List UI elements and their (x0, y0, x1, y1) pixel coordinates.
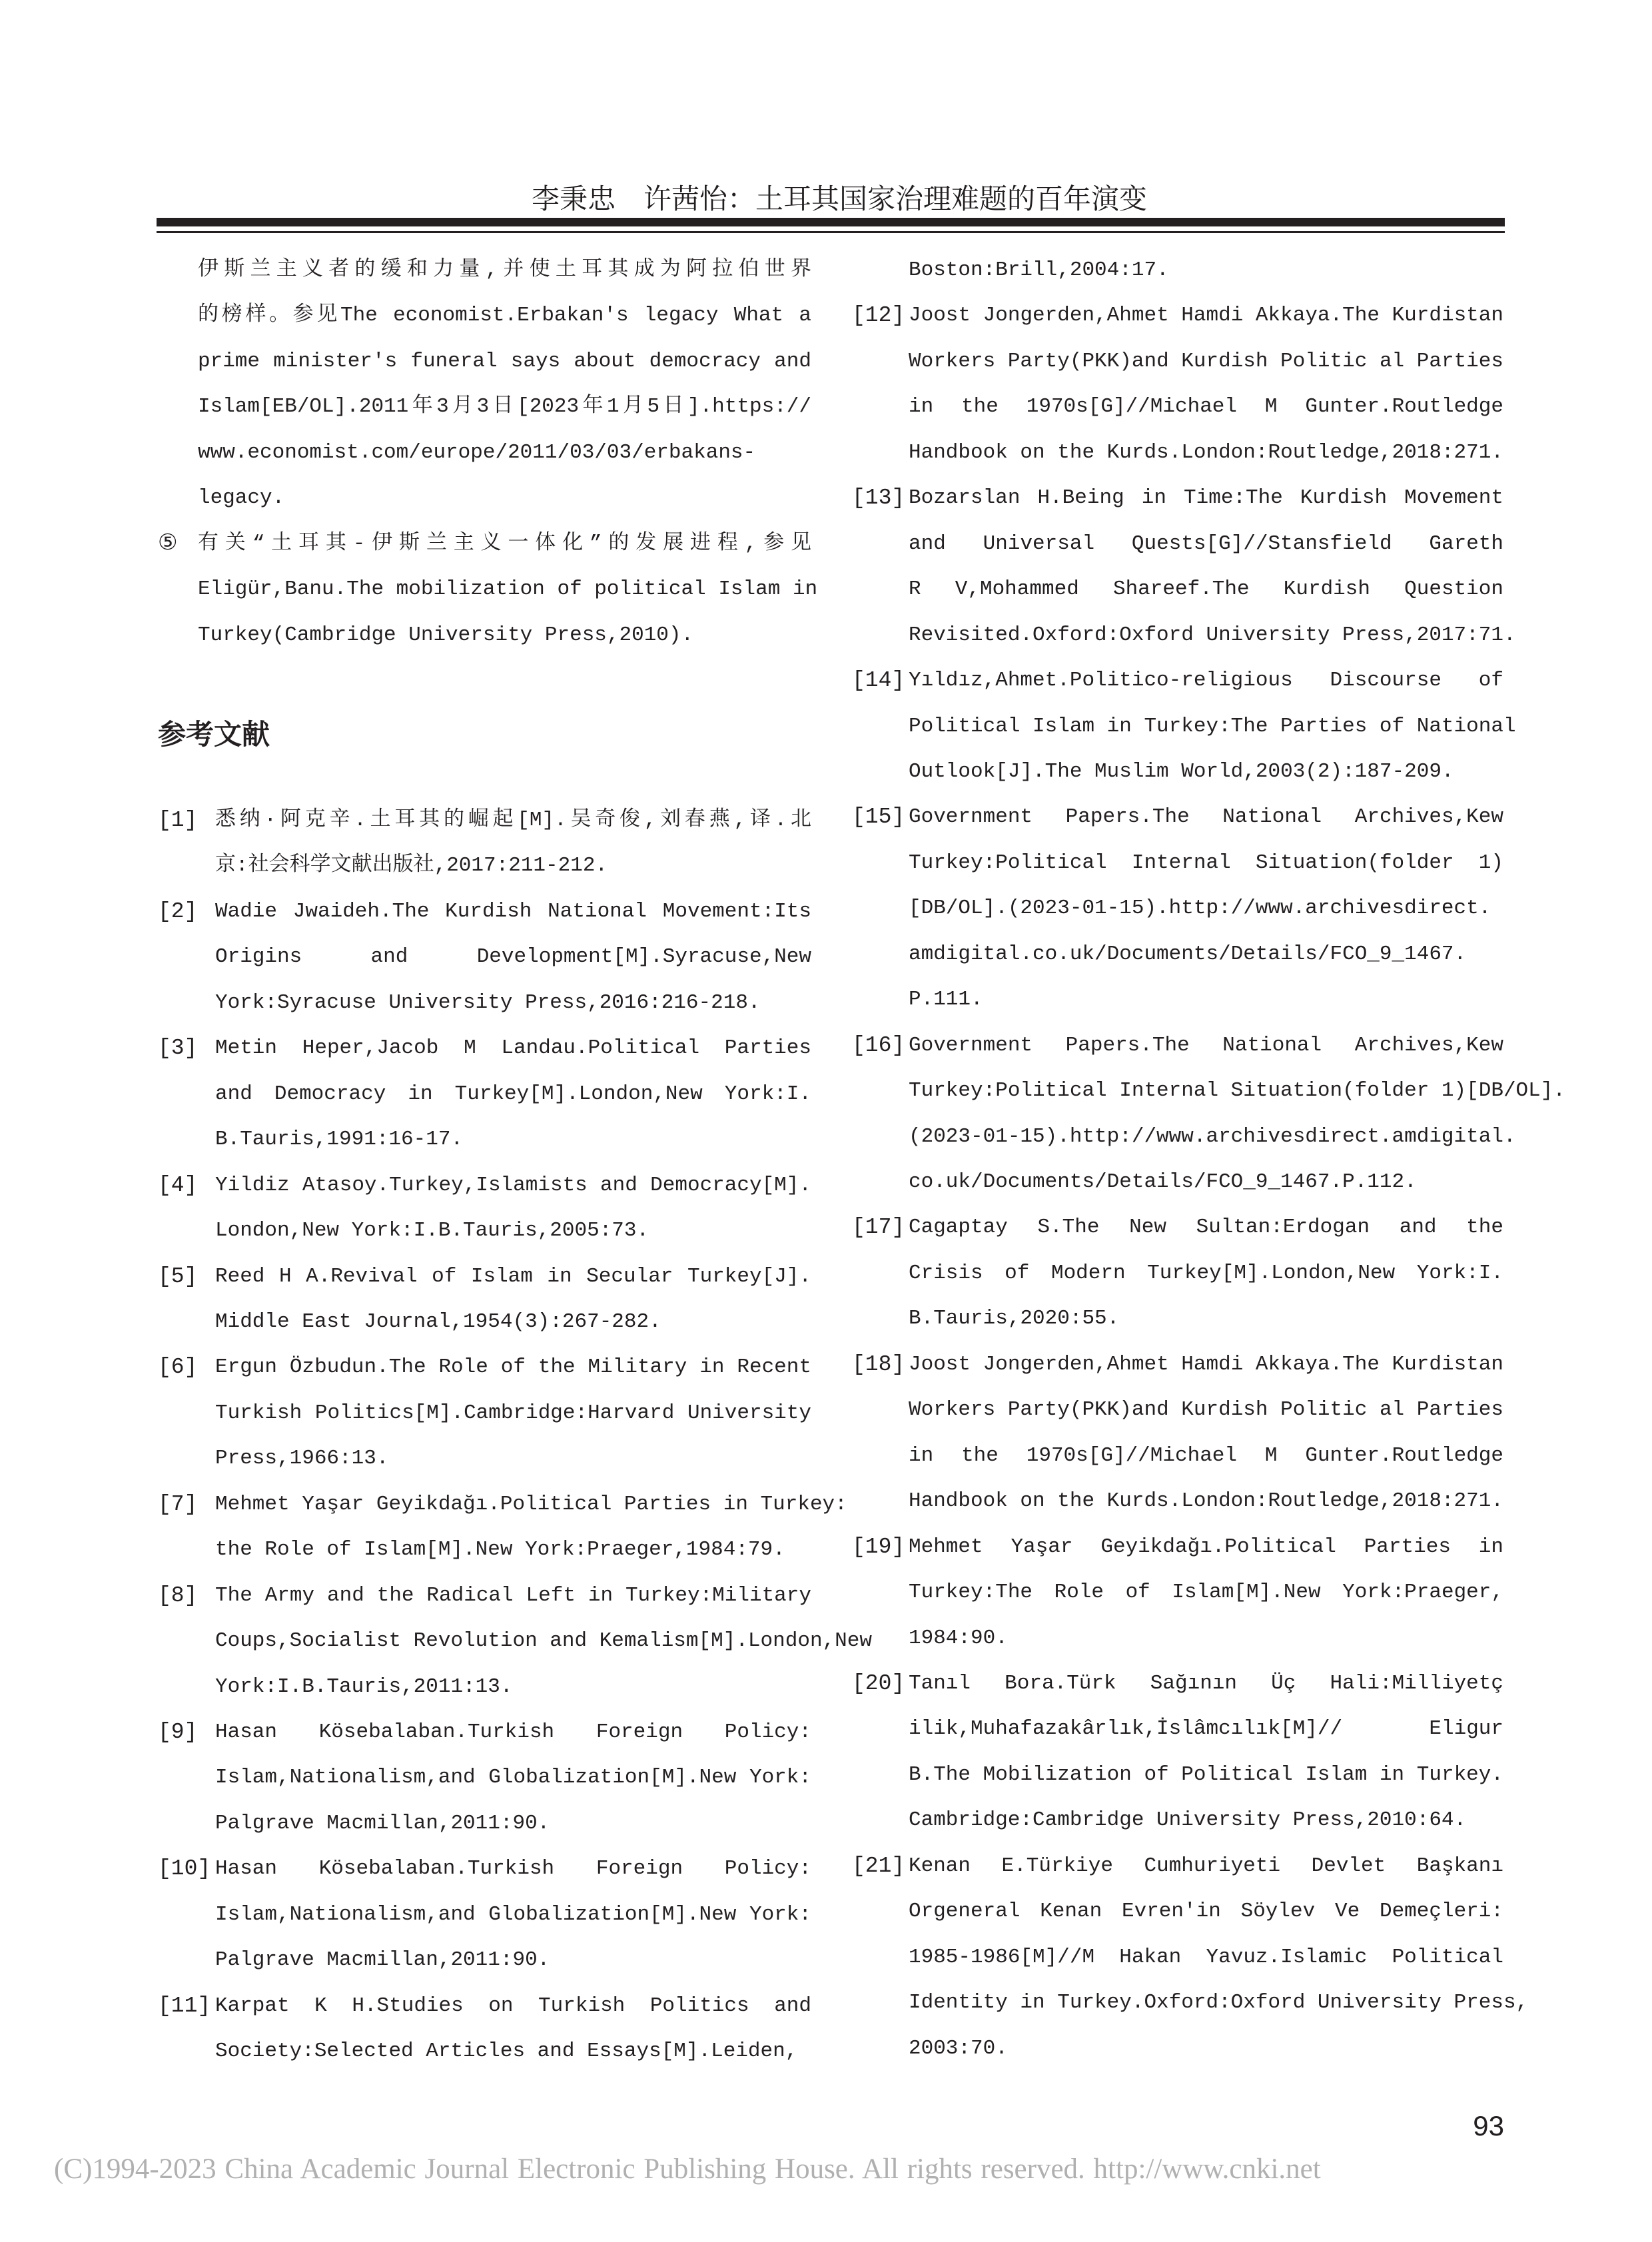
reference-line: Bozarslan H.Being in Time:The Kurdish Movement (909, 486, 1503, 510)
reference-number: [16] (852, 1032, 905, 1058)
reference-line: Political Islam in Turkey:The Parties of National (909, 714, 1516, 738)
reference-line: Turkey:The Role of Islam[M].New York:Praeger, (909, 1581, 1503, 1605)
reference-line: York:Syracuse University Press,2016:216-218. (215, 990, 761, 1014)
reference-line: Palgrave Macmillan,2011:90. (215, 1948, 550, 1972)
reference-line: Islam,Nationalism,and Globalization[M].New York: (215, 1902, 811, 1926)
reference-line: Reed H A.Revival of Islam in Secular Turkey[J]. (215, 1264, 811, 1288)
reference-line: Turkey:Political Internal Situation(folder 1) (909, 851, 1503, 875)
reference-number: [20] (852, 1671, 905, 1696)
reference-line: the Role of Islam[M].New York:Praeger,1984:79. (215, 1538, 785, 1562)
reference-line: Yıldız,Ahmet.Politico-religious Discourse of (909, 669, 1503, 693)
reference-line: Workers Party(PKK)and Kurdish Politic al Parties (909, 1398, 1503, 1422)
reference-number: [1] (158, 808, 198, 833)
reference-line: R V,Mohammed Shareef.The Kurdish Question (909, 577, 1503, 601)
reference-line: Kenan E.Türkiye Cumhuriyeti Devlet Başkanı (909, 1854, 1503, 1878)
reference-line: Origins and Development[M].Syracuse,New (215, 945, 811, 969)
footnote-line: Turkey(Cambridge University Press,2010). (198, 623, 694, 647)
reference-line: Government Papers.The National Archives,Kew (909, 805, 1503, 829)
reference-number: [17] (852, 1215, 905, 1240)
reference-line: and Universal Quests[G]//Stansfield Gareth (909, 532, 1503, 556)
footnote-line: 伊斯兰主义者的缓和力量,并使土耳其成为阿拉伯世界 (198, 258, 811, 282)
reference-line: 1984:90. (909, 1626, 1008, 1650)
reference-line: 京:社会科学文献出版社,2017:211-212. (215, 854, 608, 878)
reference-line: Islam,Nationalism,and Globalization[M].New York: (215, 1766, 811, 1790)
reference-line: in the 1970s[G]//Michael M Gunter.Routledge (909, 395, 1503, 419)
reference-line: London,New York:I.B.Tauris,2005:73. (215, 1219, 649, 1243)
reference-line: Cagaptay S.The New Sultan:Erdogan and the (909, 1216, 1503, 1240)
page-number: 93 (1473, 2110, 1504, 2141)
reference-number: [8] (158, 1583, 198, 1608)
reference-number: [18] (852, 1351, 905, 1377)
reference-line: Joost Jongerden,Ahmet Hamdi Akkaya.The Kurdistan (909, 304, 1503, 328)
footnote-line: www.economist.com/europe/2011/03/03/erbakans- (198, 440, 756, 464)
reference-line: B.Tauris,2020:55. (909, 1307, 1120, 1331)
reference-number: [9] (158, 1720, 198, 1744)
reference-line: Handbook on the Kurds.London:Routledge,2018:271. (909, 440, 1503, 464)
reference-line: Turkey:Political Internal Situation(folder 1)[DB/OL]. (909, 1079, 1565, 1103)
header-rule-thick (157, 218, 1505, 226)
reference-line: Identity in Turkey.Oxford:Oxford University Press, (909, 1991, 1529, 2015)
reference-line: Hasan Kösebalaban.Turkish Foreign Policy: (215, 1857, 811, 1881)
footnote-line: 的榜样。参见The economist.Erbakan's legacy What a (198, 304, 811, 328)
footnote-line: Eligür,Banu.The mobilization of political Islam in (198, 577, 818, 601)
reference-number: [5] (158, 1264, 198, 1289)
reference-line: 2003:70. (909, 2036, 1008, 2060)
reference-line: Revisited.Oxford:Oxford University Press,2017:71. (909, 623, 1516, 647)
reference-line: in the 1970s[G]//Michael M Gunter.Routledge (909, 1443, 1503, 1467)
reference-line: Turkish Politics[M].Cambridge:Harvard University (215, 1401, 811, 1425)
reference-number: [6] (158, 1355, 198, 1380)
running-header-title: 李秉忠 许茜怡：土耳其国家治理难题的百年演变 (531, 183, 1147, 215)
reference-line: Hasan Kösebalaban.Turkish Foreign Policy: (215, 1720, 811, 1744)
reference-line: Wadie Jwaideh.The Kurdish National Movement:Its (215, 899, 811, 923)
reference-number: [4] (158, 1172, 198, 1198)
header-rule-thin (157, 231, 1505, 233)
reference-line: (2023-01-15).http://www.archivesdirect.amdigital. (909, 1124, 1516, 1148)
reference-line: Press,1966:13. (215, 1447, 389, 1471)
reference-line: Middle East Journal,1954(3):267-282. (215, 1309, 661, 1333)
reference-line: Ergun Özbudun.The Role of the Military in Recent (215, 1355, 811, 1379)
reference-line: Coups,Socialist Revolution and Kemalism[M].London,New (215, 1629, 872, 1653)
reference-number: [2] (158, 899, 198, 924)
reference-line: ilik,Muhafazakârlık,İslâmcılık[M]// Eligur (909, 1717, 1503, 1741)
reference-line: Mehmet Yaşar Geyikdağı.Political Parties in Turkey: (215, 1492, 847, 1516)
reference-line: The Army and the Radical Left in Turkey:Military (215, 1583, 811, 1607)
footnote-number: ⑤ (158, 531, 178, 556)
footnote-line: 有关“土耳其-伊斯兰主义一体化”的发展进程,参见 (198, 532, 811, 556)
reference-line: Metin Heper,Jacob M Landau.Political Parties (215, 1036, 811, 1060)
reference-line: Yildiz Atasoy.Turkey,Islamists and Democracy[M]. (215, 1173, 811, 1197)
reference-line: Crisis of Modern Turkey[M].London,New York:I. (909, 1261, 1503, 1285)
reference-line: Palgrave Macmillan,2011:90. (215, 1811, 550, 1835)
footnote-line: legacy. (198, 486, 285, 510)
reference-line: Government Papers.The National Archives,Kew (909, 1033, 1503, 1057)
footnote-line: prime minister's funeral says about democracy and (198, 349, 811, 373)
reference-line: Boston:Brill,2004:17. (909, 258, 1169, 282)
copyright-footer: (C)1994-2023 China Academic Journal Electronic Publishing House. All rights reserved. http://www.cnki.net (54, 2153, 1321, 2185)
reference-line: B.The Mobilization of Political Islam in Turkey. (909, 1762, 1503, 1786)
reference-number: [3] (158, 1036, 198, 1061)
reference-number: [13] (852, 486, 905, 511)
footnote-line: Islam[EB/OL].2011年3月3日[2023年1月5日].https:// (198, 395, 811, 419)
reference-line: amdigital.co.uk/Documents/Details/FCO_9_1467. (909, 942, 1467, 966)
reference-line: Joost Jongerden,Ahmet Hamdi Akkaya.The Kurdistan (909, 1352, 1503, 1376)
reference-line: Cambridge:Cambridge University Press,2010:64. (909, 1808, 1467, 1832)
reference-line: 1985-1986[M]//M Hakan Yavuz.Islamic Political (909, 1945, 1503, 1969)
reference-number: [21] (852, 1853, 905, 1878)
reference-number: [15] (852, 805, 905, 830)
reference-line: Tanıl Bora.Türk Sağının Üç Hali:Milliyetç (909, 1671, 1503, 1695)
reference-number: [11] (158, 1993, 211, 2018)
reference-line: Handbook on the Kurds.London:Routledge,2018:271. (909, 1489, 1503, 1513)
references-heading: 参考文献 (158, 718, 270, 751)
reference-number: [10] (158, 1856, 211, 1882)
reference-line: Society:Selected Articles and Essays[M].Leiden, (215, 2040, 798, 2063)
reference-line: P.111. (909, 988, 983, 1012)
reference-line: 悉纳·阿克辛.土耳其的崛起[M].吴奇俊,刘春燕,译.北 (215, 809, 811, 832)
reference-line: York:I.B.Tauris,2011:13. (215, 1675, 513, 1698)
reference-line: B.Tauris,1991:16-17. (215, 1128, 464, 1152)
reference-line: co.uk/Documents/Details/FCO_9_1467.P.112. (909, 1170, 1417, 1194)
reference-line: Outlook[J].The Muslim World,2003(2):187-209. (909, 759, 1454, 783)
reference-line: Mehmet Yaşar Geyikdağı.Political Parties in (909, 1535, 1503, 1559)
reference-line: Workers Party(PKK)and Kurdish Politic al Parties (909, 349, 1503, 373)
reference-line: and Democracy in Turkey[M].London,New York:I. (215, 1082, 811, 1106)
reference-number: [19] (852, 1534, 905, 1559)
reference-number: [7] (158, 1491, 198, 1517)
reference-line: Karpat K H.Studies on Turkish Politics and (215, 1994, 811, 2018)
reference-number: [14] (852, 668, 905, 693)
reference-line: [DB/OL].(2023-01-15).http://www.archivesdirect. (909, 897, 1491, 921)
reference-number: [12] (852, 303, 905, 328)
reference-line: Orgeneral Kenan Evren'in Söylev Ve Demeçleri: (909, 1900, 1503, 1924)
